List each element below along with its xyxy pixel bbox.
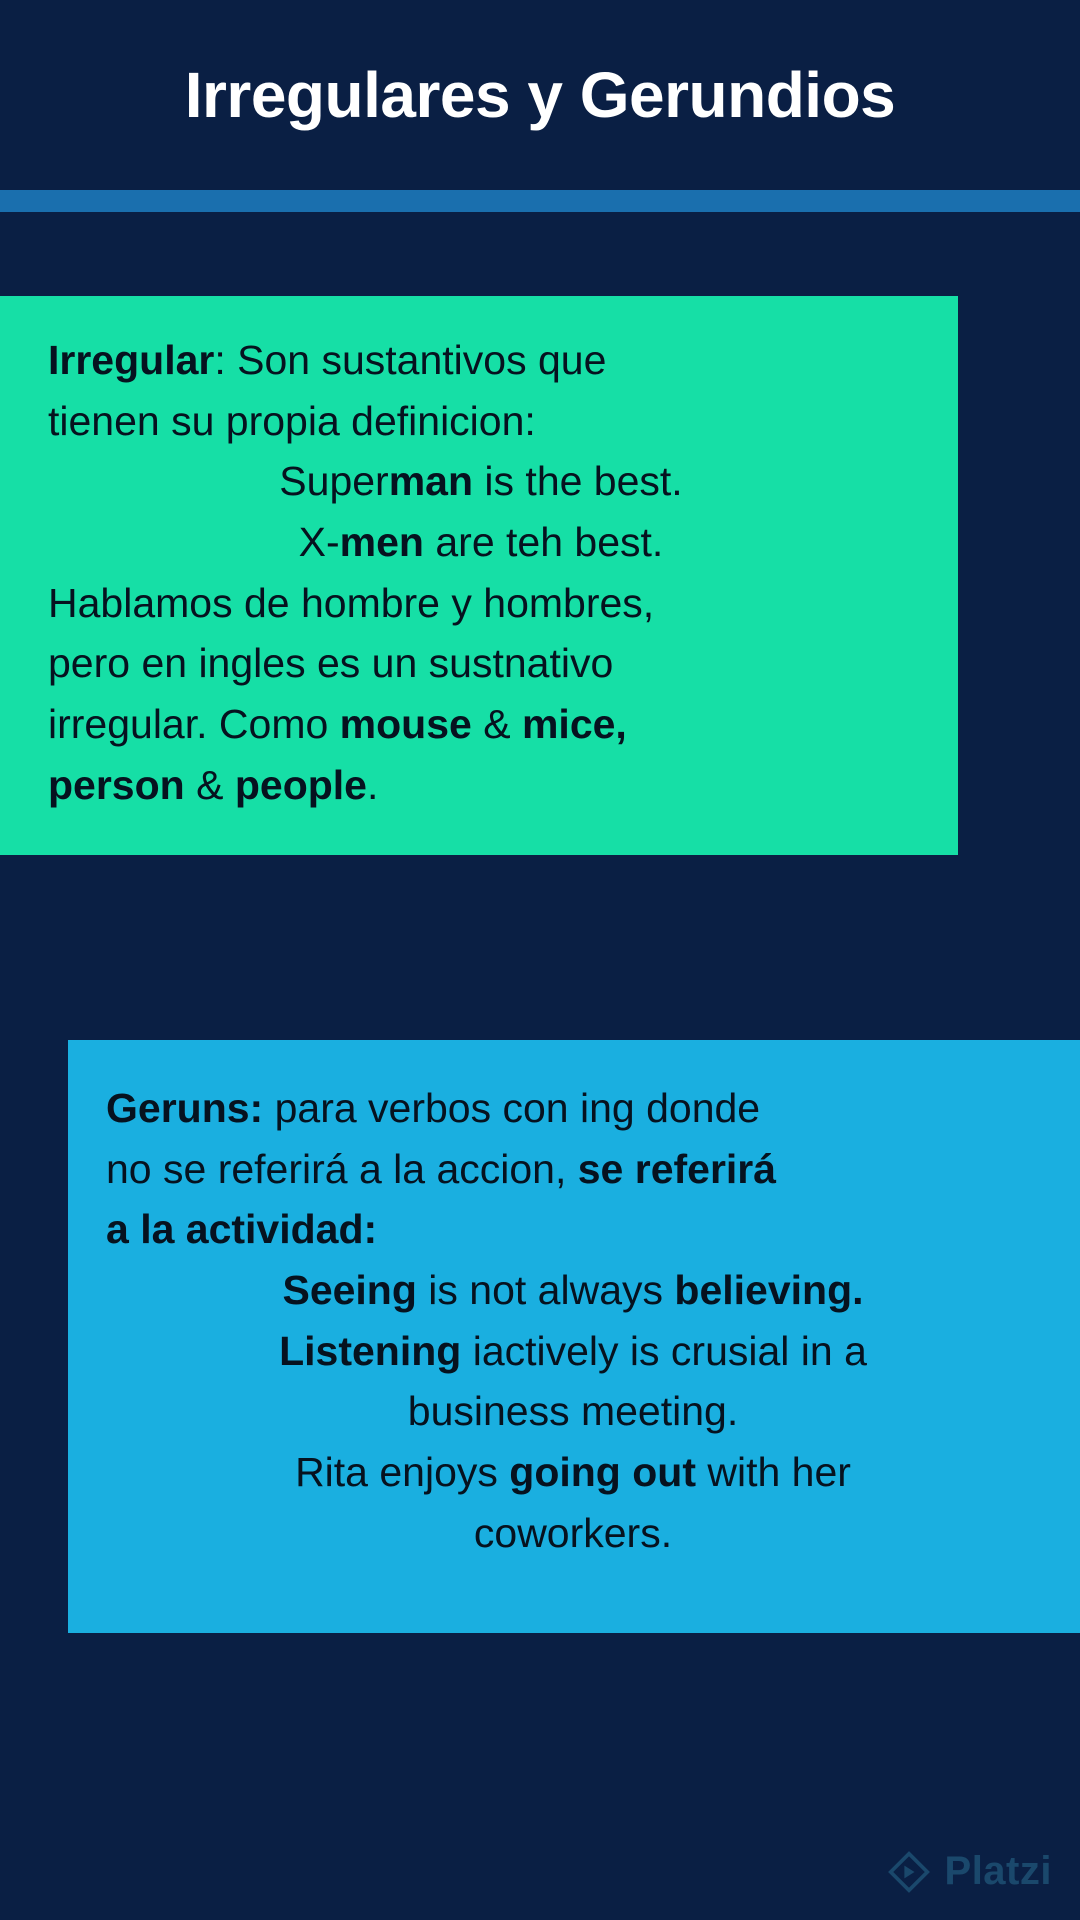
text-run: iactively is crusial in a — [461, 1327, 867, 1374]
text-emphasis: believing. — [674, 1267, 864, 1314]
title-area — [0, 0, 1080, 190]
text-emphasis: people — [234, 761, 367, 808]
text-line — [106, 1321, 1040, 1382]
text-run: irregular. Como — [48, 701, 340, 748]
text-emphasis: going out — [509, 1449, 696, 1496]
text-line — [48, 633, 914, 694]
text-run: coworkers. — [473, 1509, 673, 1556]
text-run: Super — [279, 458, 389, 505]
text-run: is not always — [416, 1267, 675, 1314]
platzi-diamond-icon — [887, 1850, 931, 1894]
text-run: pero en ingles es un sustnativo — [48, 640, 614, 687]
text-line — [48, 451, 914, 512]
text-emphasis: Listening — [279, 1327, 462, 1374]
watermark — [887, 1849, 1052, 1894]
text-line — [106, 1139, 1040, 1200]
page-title: Irregulares y Gerundios — [184, 58, 896, 131]
card-irregular-body — [48, 330, 914, 815]
text-emphasis: Geruns: — [106, 1085, 264, 1131]
text-run: X- — [298, 519, 340, 566]
text-emphasis: man — [388, 458, 474, 505]
text-line — [106, 1503, 1040, 1564]
text-run: : Son sustantivos que — [214, 337, 607, 383]
text-run: tienen su propia definicion: — [48, 397, 536, 444]
text-run: business meeting. — [407, 1388, 739, 1435]
text-line — [48, 694, 914, 755]
card-irregular — [0, 296, 958, 855]
text-line — [48, 573, 914, 634]
text-run: no se referirá a la accion, — [106, 1145, 578, 1192]
text-emphasis: se referirá — [577, 1145, 777, 1192]
watermark-label: Platzi — [944, 1849, 1052, 1893]
text-line — [106, 1260, 1040, 1321]
text-run: & — [471, 701, 522, 748]
text-run: . — [366, 761, 379, 808]
card-gerund — [68, 1040, 1080, 1633]
text-run: are teh best. — [423, 519, 664, 566]
text-line — [48, 755, 914, 816]
text-line — [48, 391, 914, 452]
text-line — [106, 1442, 1040, 1503]
text-run: is the best. — [473, 458, 683, 505]
text-emphasis: mouse — [339, 701, 472, 748]
text-emphasis: person — [48, 761, 185, 808]
text-emphasis: men — [339, 519, 424, 566]
title-divider — [0, 190, 1080, 212]
text-line — [106, 1199, 1040, 1260]
text-emphasis: Seeing — [282, 1267, 417, 1314]
text-line — [106, 1381, 1040, 1442]
text-run: para verbos con ing donde — [263, 1085, 761, 1131]
text-run: Hablamos de hombre y hombres, — [48, 579, 655, 626]
text-line — [48, 512, 914, 573]
text-run: Rita enjoys — [295, 1449, 510, 1496]
text-line — [106, 1078, 1040, 1139]
text-run: with her — [695, 1449, 851, 1496]
text-run: & — [184, 761, 235, 808]
text-emphasis: Irregular — [48, 337, 215, 383]
text-emphasis: mice, — [521, 701, 627, 748]
text-line — [48, 330, 914, 391]
card-gerund-body — [106, 1078, 1040, 1563]
text-emphasis: a la actividad: — [106, 1206, 378, 1253]
